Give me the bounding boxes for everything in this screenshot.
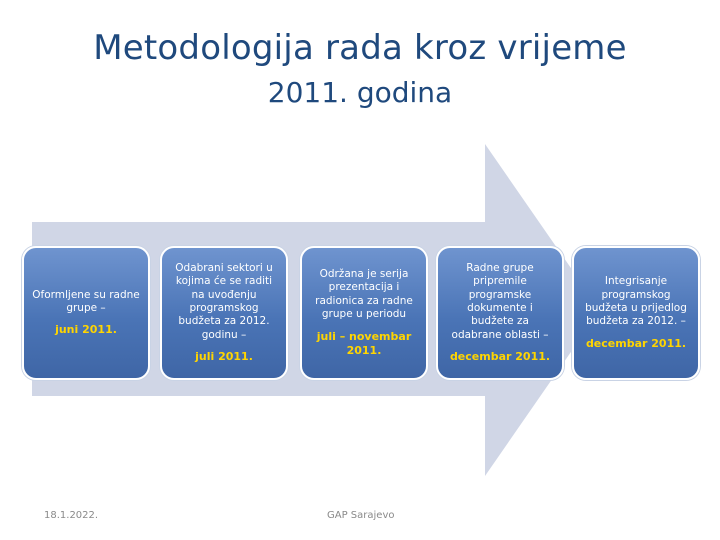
step-date-2: juli 2011. — [195, 350, 253, 364]
step-date-5: decembar 2011. — [585, 336, 687, 350]
step-text-2: Odabrani sektori u kojima će se raditi na uvođenju programskog budžeta za 2012. godinu – — [175, 261, 273, 341]
step-text-4: Radne grupe pripremile programske dokumente i budžete za odabrane oblasti – — [451, 261, 549, 341]
step-text-3: Održana je serija prezentacija i radionica za radne grupe u periodu — [315, 268, 413, 321]
step-date-1: juni 2011. — [55, 323, 117, 337]
step-box-5 — [572, 246, 700, 380]
step-date-3: juli – novembar 2011. — [316, 329, 412, 357]
step-box-2 — [160, 246, 288, 380]
step-text-5: Integrisanje programskog budžeta u prijedlog budžeta za 2012. – — [585, 275, 687, 328]
slide-title: Metodologija rada kroz vrijeme — [93, 28, 627, 68]
slide-subtitle: 2011. godina — [267, 76, 453, 109]
step-box-1 — [22, 246, 150, 380]
step-text-1: Oformljene su radne grupe – — [32, 288, 140, 314]
footer-org: GAP Sarajevo — [327, 510, 395, 521]
step-date-4: decembar 2011. — [449, 350, 551, 364]
step-box-3 — [300, 246, 428, 380]
footer-date: 18.1.2022. — [44, 510, 99, 521]
step-box-4 — [436, 246, 564, 380]
